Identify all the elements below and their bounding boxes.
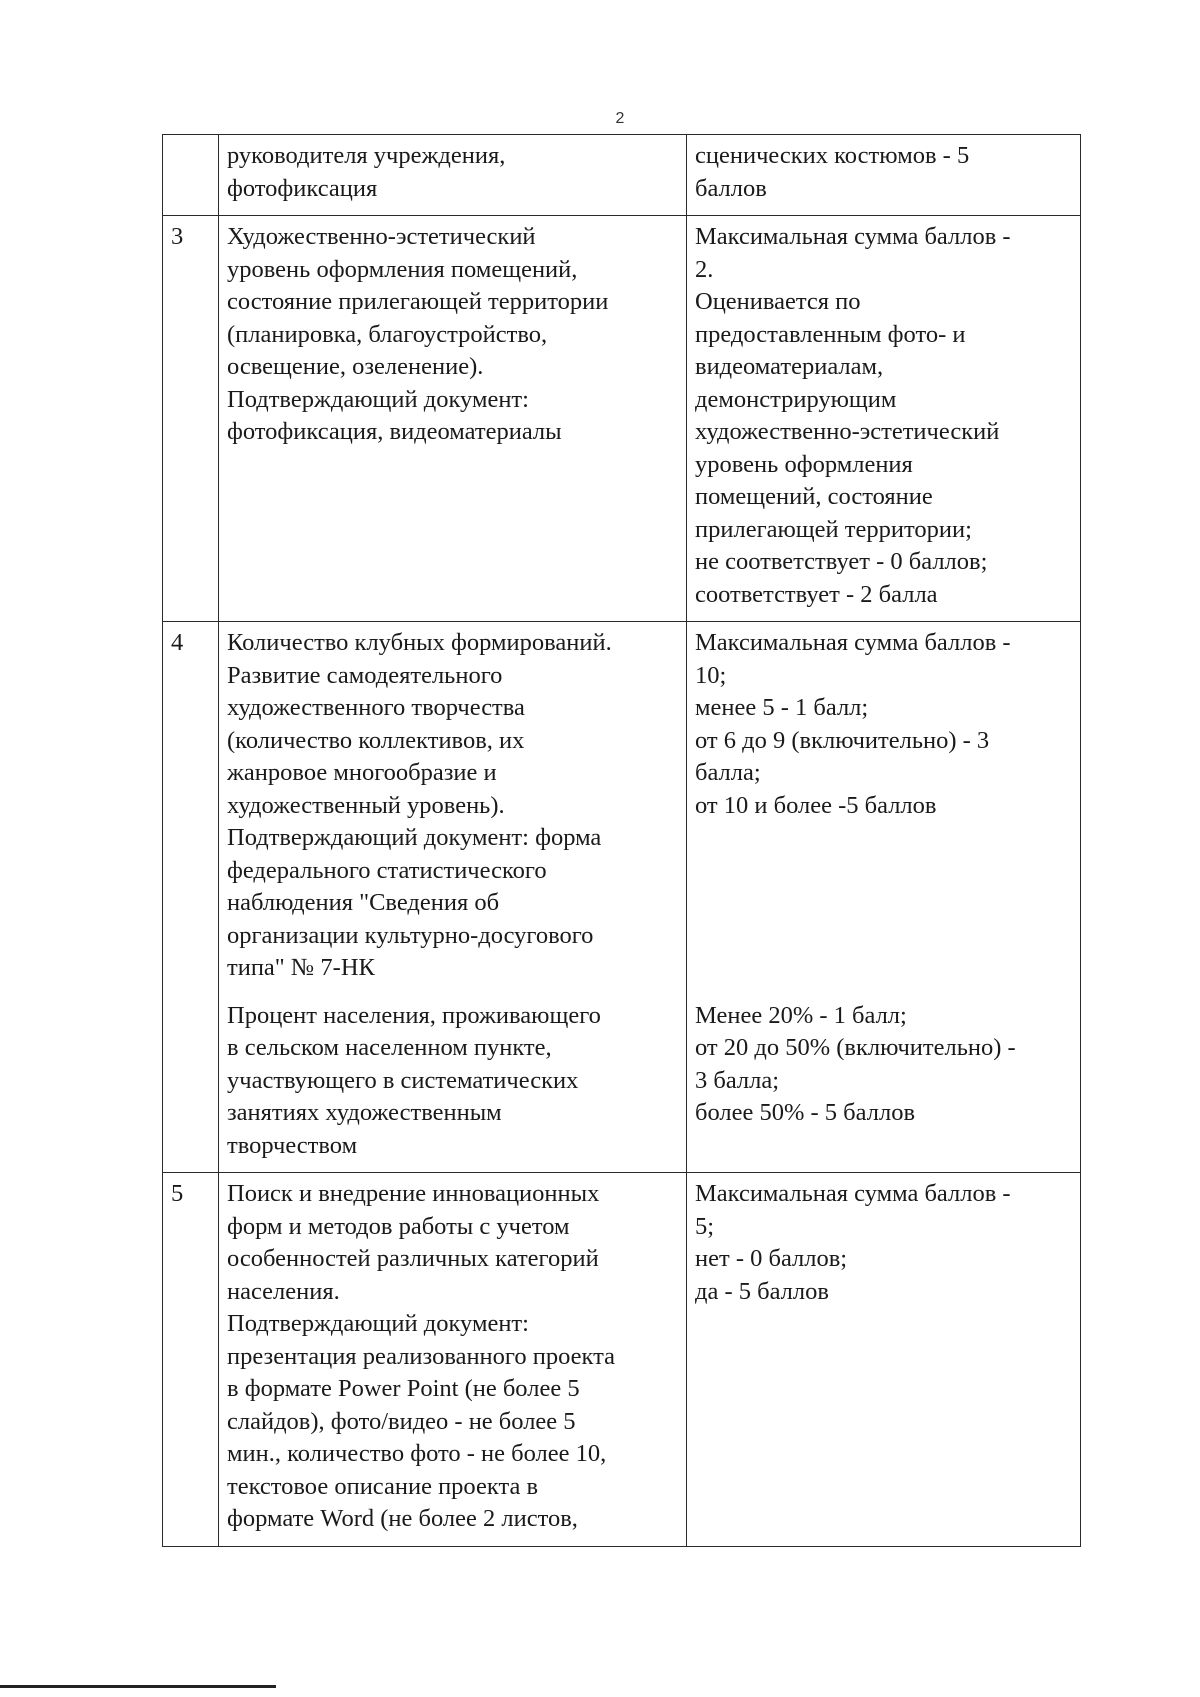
text-line: Развитие самодеятельного: [227, 661, 503, 689]
text-line: помещений, состояние: [695, 483, 933, 510]
text-line: (количество коллективов, их: [227, 726, 525, 754]
text-line: нет - 0 баллов;: [695, 1245, 848, 1272]
text-line: типа" № 7-НК: [227, 954, 375, 981]
page-number: 2: [615, 110, 625, 127]
text-line: фотофиксация, видеоматериалы: [227, 418, 562, 445]
text-line: балла;: [695, 759, 761, 786]
row-number: 4: [163, 622, 219, 995]
criterion-description: [219, 216, 687, 622]
text-line: от 10 и более -5 баллов: [695, 791, 937, 819]
text-line: сценических костюмов - 5: [695, 142, 970, 169]
table-row: [163, 135, 1081, 216]
text-line: творчеством: [227, 1131, 358, 1159]
text-line: участвующего в систематических: [227, 1066, 579, 1094]
table-row: [163, 622, 1081, 995]
text-line: состояние прилегающей территории: [227, 288, 609, 315]
text-line: слайдов), фото/видео - не более 5: [227, 1407, 576, 1435]
text-line: 2.: [695, 255, 714, 283]
text-line: уровень оформления: [695, 450, 913, 478]
text-line: более 50% - 5 баллов: [695, 1099, 916, 1126]
text-line: Максимальная сумма баллов -: [695, 1180, 1011, 1207]
table-row: [163, 216, 1081, 622]
row-number: 5: [163, 1173, 219, 1547]
text-line: федерального статистического: [227, 856, 547, 884]
text-line: прилегающей территории;: [695, 515, 972, 543]
text-line: жанровое многообразие и: [227, 759, 497, 786]
text-line: наблюдения "Сведения об: [227, 889, 500, 916]
scoring-rule: [687, 135, 1081, 216]
text-line: предоставленным фото- и: [695, 320, 966, 348]
text-line: в сельском населенном пункте,: [227, 1034, 552, 1061]
text-line: Количество клубных формирований.: [227, 629, 612, 656]
text-line: занятиях художественным: [227, 1099, 502, 1126]
text-line: художественный уровень).: [227, 791, 505, 819]
text-line: не соответствует - 0 баллов;: [695, 548, 988, 575]
row-number: 3: [163, 216, 219, 622]
row-number: [163, 135, 219, 216]
text-line: от 20 до 50% (включительно) -: [695, 1034, 1016, 1061]
text-line: руководителя учреждения,: [227, 142, 506, 169]
text-line: художественного творчества: [227, 694, 525, 721]
scoring-rule: [687, 1173, 1081, 1547]
text-line: видеоматериалам,: [695, 353, 884, 380]
text-line: 5;: [695, 1212, 715, 1240]
text-line: от 6 до 9 (включительно) - 3: [695, 726, 990, 754]
text-line: мин., количество фото - не более 10,: [227, 1440, 607, 1467]
text-line: Менее 20% - 1 балл;: [695, 1001, 907, 1029]
text-line: Художественно-эстетический: [227, 223, 536, 250]
text-line: организации культурно-досугового: [227, 921, 594, 949]
criterion-description: [219, 622, 687, 995]
scoring-rule: [687, 995, 1081, 1173]
text-line: Максимальная сумма баллов -: [695, 629, 1011, 656]
table-row: [163, 995, 1081, 1173]
text-line: Подтверждающий документ: форма: [227, 824, 602, 851]
text-line: Процент населения, проживающего: [227, 1001, 601, 1029]
text-line: текстовое описание проекта в: [227, 1472, 539, 1500]
text-line: особенностей различных категорий: [227, 1245, 599, 1272]
text-line: 10;: [695, 661, 727, 689]
footer-rule: [0, 1685, 276, 1688]
text-line: формате Word (не более 2 листов,: [227, 1505, 578, 1532]
text-line: демонстрирующим: [695, 385, 897, 413]
text-line: в формате Power Point (не более 5: [227, 1375, 580, 1402]
text-line: фотофиксация: [227, 174, 378, 202]
criteria-table: [162, 134, 1081, 1547]
text-line: населения.: [227, 1277, 340, 1305]
text-line: баллов: [695, 174, 767, 202]
text-line: (планировка, благоустройство,: [227, 320, 548, 348]
text-line: да - 5 баллов: [695, 1277, 829, 1305]
text-line: уровень оформления помещений,: [227, 255, 578, 283]
scoring-rule: [687, 622, 1081, 995]
text-line: 3 балла;: [695, 1066, 780, 1094]
text-line: Оценивается по: [695, 288, 861, 315]
criterion-description: [219, 995, 687, 1173]
text-line: освещение, озеленение).: [227, 353, 484, 380]
text-line: Максимальная сумма баллов -: [695, 223, 1011, 250]
text-line: Подтверждающий документ:: [227, 1310, 529, 1337]
row-number: [163, 995, 219, 1173]
text-line: форм и методов работы с учетом: [227, 1212, 570, 1240]
criterion-description: [219, 1173, 687, 1547]
table-row: [163, 1173, 1081, 1547]
text-line: презентация реализованного проекта: [227, 1342, 615, 1370]
criterion-description: [219, 135, 687, 216]
text-line: менее 5 - 1 балл;: [695, 694, 869, 721]
text-line: соответствует - 2 балла: [695, 580, 938, 608]
scoring-rule: [687, 216, 1081, 622]
text-line: Подтверждающий документ:: [227, 385, 529, 413]
text-line: художественно-эстетический: [695, 418, 1000, 445]
text-line: Поиск и внедрение инновационных: [227, 1180, 600, 1207]
